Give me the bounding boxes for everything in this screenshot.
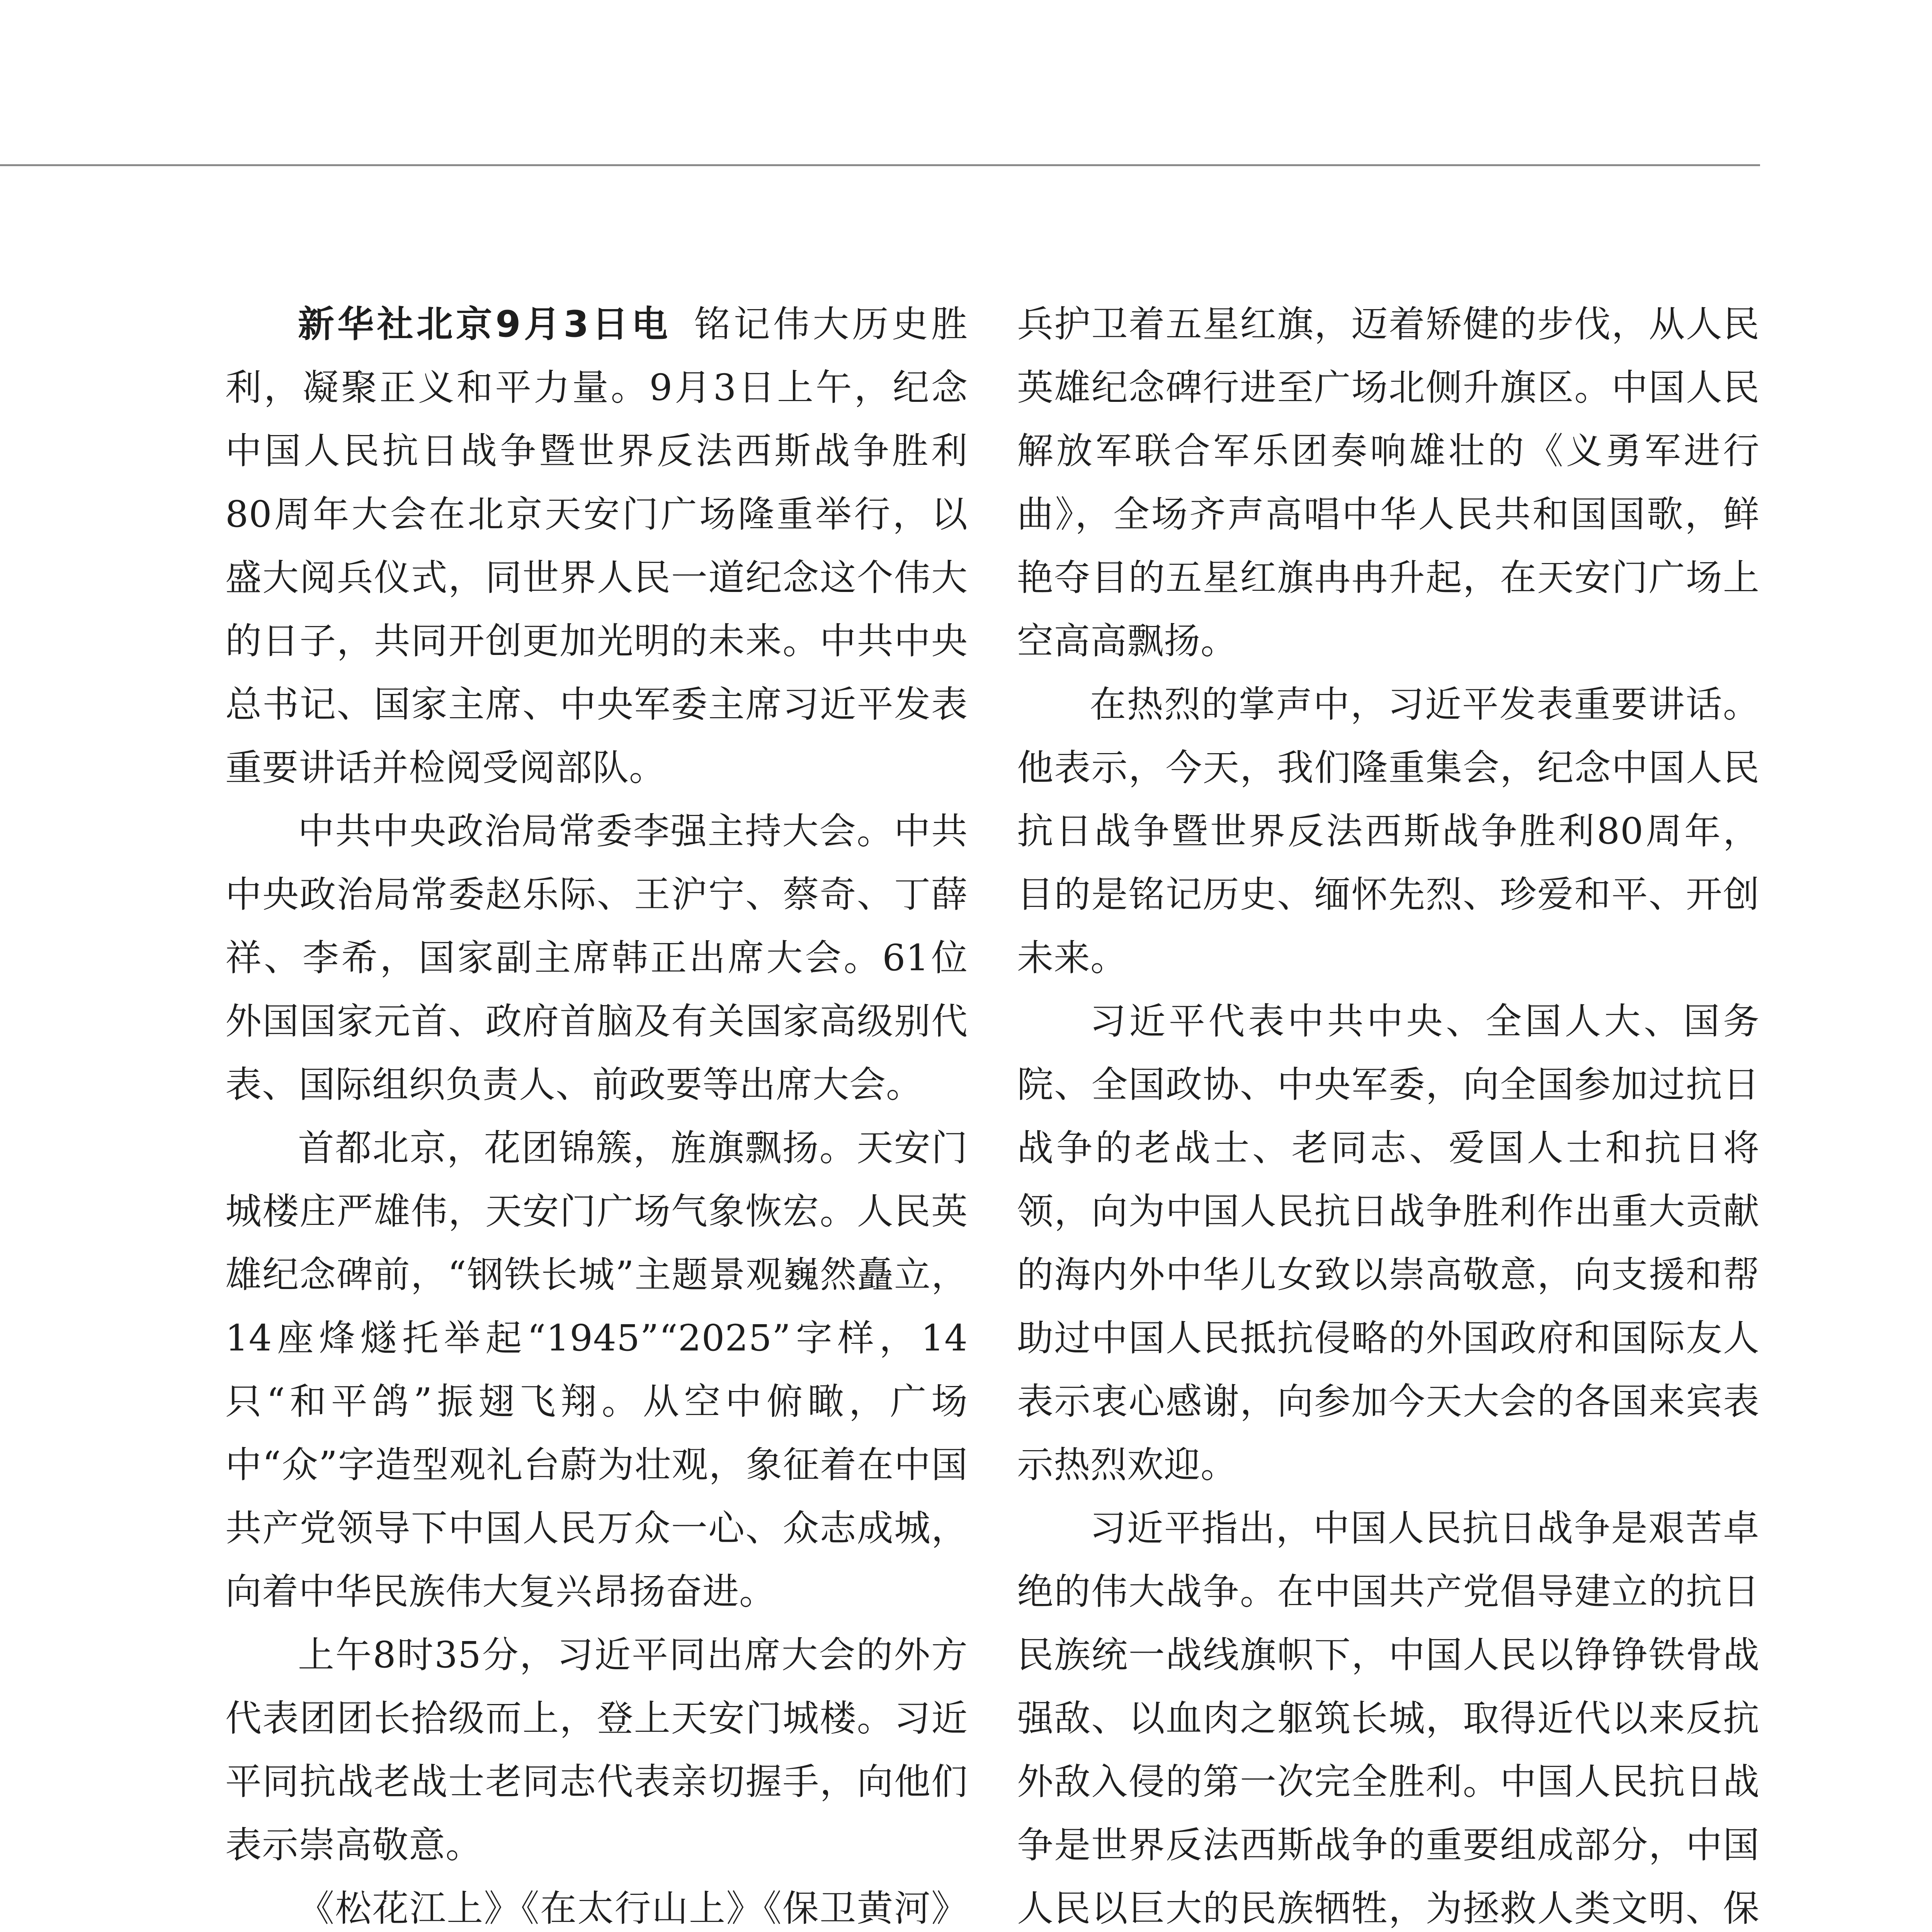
article-paragraph-continued: 兵护卫着五星红旗，迈着矫健的步伐，从人民英雄纪念碑行进至广场北侧升旗区。中国人民解放军联合军乐团奏响雄壮的《义勇军进行曲》，全场齐声高唱中华人民共和国国歌，鲜艳夺目的五星红旗冉冉升起，在天安门广场上空高高飘扬。 <box>1017 303 1760 662</box>
article-column-left <box>225 293 968 1932</box>
article-column-right <box>1017 293 1760 1932</box>
lead-text: 铭记伟大历史胜利，凝聚正义和平力量。9月3日上午，纪念中国人民抗日战争暨世界反法西斯战争胜利80周年大会在北京天安门广场隆重举行，以盛大阅兵仪式，同世界人民一道纪念这个伟大的日子，共同开创更加光明的未来。中共中央总书记、国家主席、中央军委主席习近平发表重要讲话并检阅受阅部队。 <box>225 303 968 789</box>
article-paragraph: 在热烈的掌声中，习近平发表重要讲话。他表示，今天，我们隆重集会，纪念中国人民抗日战争暨世界反法西斯战争胜利80周年，目的是铭记历史、缅怀先烈、珍爱和平、开创未来。 <box>1017 684 1760 979</box>
article-paragraph: 习近平代表中共中央、全国人大、国务院、全国政协、中央军委，向全国参加过抗日战争的老战士、老同志、爱国人士和抗日将领，向为中国人民抗日战争胜利作出重大贡献的海内外中华儿女致以崇高敬意，向支援和帮助过中国人民抵抗侵略的外国政府和国际友人表示衷心感谢，向参加今天大会的各国来宾表示热烈欢迎。 <box>1017 1000 1760 1486</box>
header-rule <box>0 164 1760 166</box>
article-paragraph: 上午8时35分，习近平同出席大会的外方代表团团长拾级而上，登上天安门城楼。习近平同抗战老战士老同志代表亲切握手，向他们表示崇高敬意。 <box>225 1634 968 1866</box>
article-paragraph <box>225 293 968 800</box>
dateline: 新华社北京9月3日电 <box>298 303 671 345</box>
article-paragraph: 中共中央政治局常委李强主持大会。中共中央政治局常委赵乐际、王沪宁、蔡奇、丁薛祥、李希，国家副主席韩正出席大会。61位外国国家元首、政府首脑及有关国家高级别代表、国际组织负责人、前政要等出席大会。 <box>225 810 968 1106</box>
article-paragraph: 习近平指出，中国人民抗日战争是艰苦卓绝的伟大战争。在中国共产党倡导建立的抗日民族统一战线旗帜下，中国人民以铮铮铁骨战强敌、以血肉之躯筑长城，取得近代以来反抗外敌入侵的第一次完全胜利。中国人民抗日战争是世界反法西斯战争的重要组成部分，中国人民以巨大的民族牺牲，为拯救人类文明、保 <box>1017 1507 1760 1930</box>
article-paragraph: 《松花江上》《在太行山上》《保卫黄河》 <box>298 1888 968 1930</box>
article-paragraph: 首都北京，花团锦簇，旌旗飘扬。天安门城楼庄严雄伟，天安门广场气象恢宏。人民英雄纪念碑前，“钢铁长城”主题景观巍然矗立，14座烽燧托举起“1945”“2025”字样，14只“和平鸽”振翅飞翔。从空中俯瞰，广场中“众”字造型观礼台蔚为壮观，象征着在中国共产党领导下中国人民万众一心、众志成城，向着中华民族伟大复兴昂扬奋进。 <box>225 1127 968 1613</box>
